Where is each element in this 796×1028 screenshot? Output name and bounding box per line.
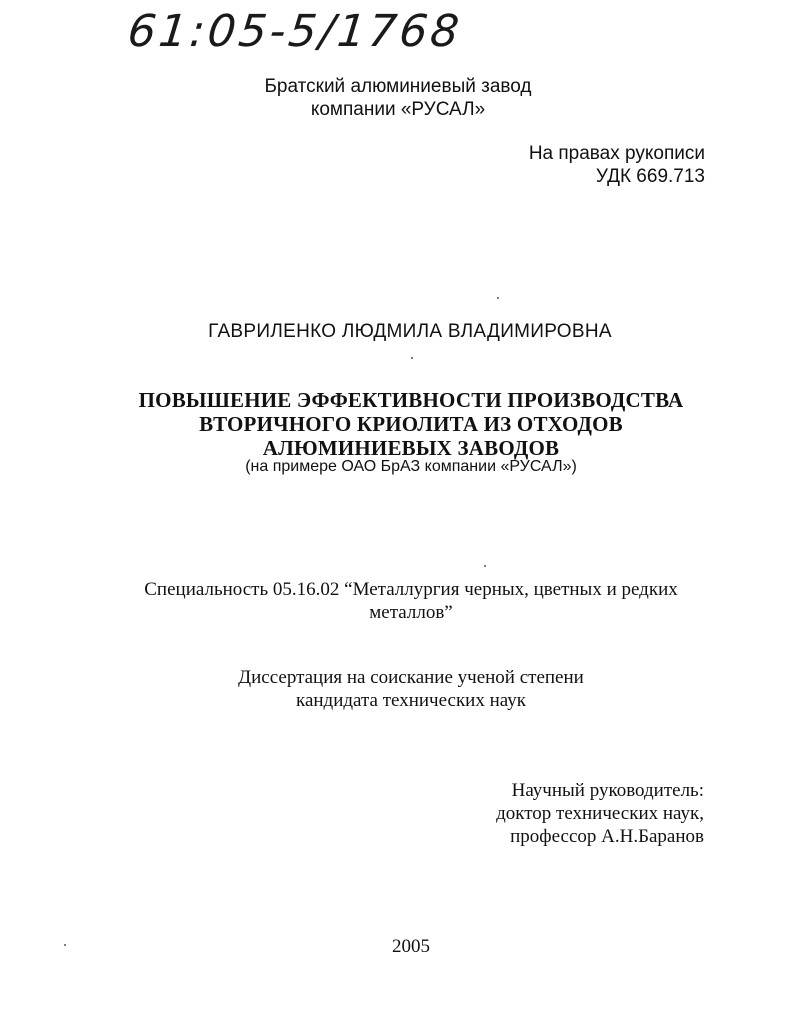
scan-speck <box>64 944 66 946</box>
supervisor-degree: доктор технических наук, <box>496 803 704 824</box>
udk-code: УДК 669.713 <box>595 166 705 187</box>
author-name: ГАВРИЛЕНКО ЛЮДМИЛА ВЛАДИМИРОВНА <box>208 321 612 342</box>
scan-speck <box>497 297 499 299</box>
supervisor-label: Научный руководитель: <box>511 780 704 801</box>
publication-year: 2005 <box>392 936 430 957</box>
title-line-3: АЛЮМИНИЕВЫХ ЗАВОДОВ <box>262 436 560 460</box>
specialty-line-1: Специальность 05.16.02 “Металлургия черных, цветных и редких <box>144 579 678 600</box>
organization-name: Братский алюминиевый завод <box>264 76 532 97</box>
scan-speck <box>411 357 413 359</box>
title-subtitle: (на примере ОАО БрАЗ компании «РУСАЛ») <box>245 458 577 475</box>
specialty-line-2: металлов” <box>369 602 453 623</box>
title-line-1: ПОВЫШЕНИЕ ЭФФЕКТИВНОСТИ ПРОИЗВОДСТВА <box>138 388 684 412</box>
dissertation-line-2: кандидата технических наук <box>296 690 526 711</box>
title-line-2: ВТОРИЧНОГО КРИОЛИТА ИЗ ОТХОДОВ <box>199 412 623 436</box>
scan-speck <box>484 565 486 567</box>
organization-company: компании «РУСАЛ» <box>310 99 486 120</box>
rights-notice: На правах рукописи <box>528 143 705 164</box>
supervisor-name: профессор А.Н.Баранов <box>510 826 704 847</box>
handwritten-archive-number: 61:05-5/1768 <box>125 6 465 57</box>
dissertation-line-1: Диссертация на соискание ученой степени <box>238 667 584 688</box>
